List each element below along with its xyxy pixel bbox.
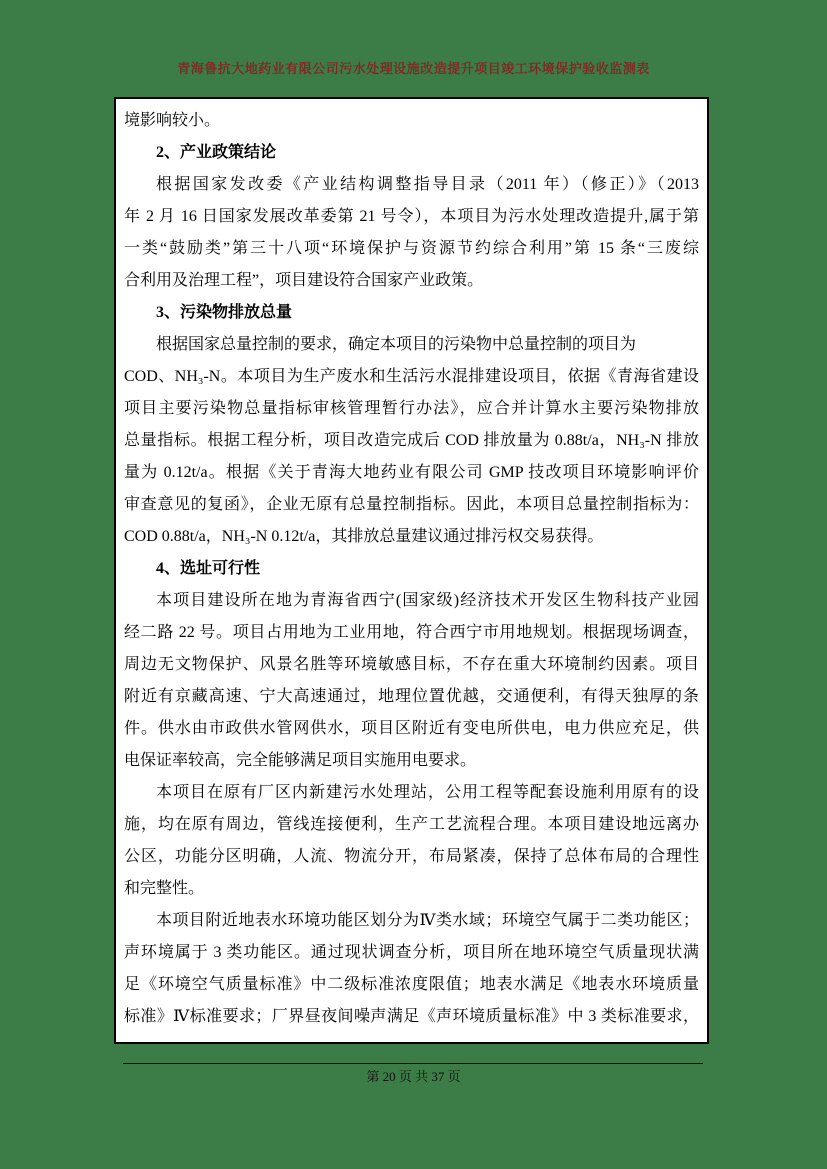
text-line: 电保证率较高，完全能够满足项目实施用电要求。 [124,752,477,769]
text-line: 本项目在原有厂区内新建污水处理站，公用工程等配套设施利用原有的设 [156,784,699,801]
content-box [114,97,709,1044]
section-heading: 4、选址可行性 [156,560,261,577]
text-line: 一类“鼓励类”第三十八项“环境保护与资源节约综合利用”第 15 条“三废综 [124,240,699,257]
text-line: 附近有京藏高速、宁大高速通过，地理位置优越，交通便利，有得天独厚的条 [124,688,699,705]
text-line: 声环境属于 3 类功能区。通过现状调查分析，项目所在地环境空气质量现状满 [124,944,699,961]
document-title: 青海鲁抗大地药业有限公司污水处理设施改造提升项目竣工环境保护验收监测表 [177,61,650,76]
text-line: 经二路 22 号。项目占用地为工业用地，符合西宁市用地规划。根据现场调查， [124,624,699,641]
text-line: 施，均在原有周边，管线连接便利，生产工艺流程合理。本项目建设地远离办 [124,816,699,833]
section-heading: 3、污染物排放总量 [156,304,293,321]
text-line: 公区，功能分区明确，人流、物流分开，布局紧凑，保持了总体布局的合理性 [124,848,699,865]
text-line: 本项目建设所在地为青海省西宁(国家级)经济技术开发区生物科技产业园 [156,592,699,609]
text-line: 量为 0.12t/a。根据《关于青海大地药业有限公司 GMP 技改项目环境影响评价 [124,464,699,481]
page-footer: 第 20 页 共 37 页 [366,1069,461,1084]
text-line: 审查意见的复函》，企业无原有总量控制指标。因此，本项目总量控制指标为： [124,496,699,513]
text-line: 根据国家总量控制的要求，确定本项目的污染物中总量控制的项目为 [156,336,637,353]
text-line: 周边无文物保护、风景名胜等环境敏感目标，不存在重大环境制约因素。项目 [124,656,699,673]
text-line: 年 2 月 16 日国家发展改革委第 21 号令），本项目为污水处理改造提升,属于第 [124,208,699,225]
text-line: 根据国家发改委《产业结构调整指导目录（2011 年）（修正）》（2013 [156,176,699,193]
text-line: 标准》Ⅳ标准要求；厂界昼夜间噪声满足《声环境质量标准》中 3 类标准要求， [124,1008,699,1025]
section-heading: 2、产业政策结论 [156,144,277,161]
text-line: 件。供水由市政供水管网供水，项目区附近有变电所供电，电力供应充足，供 [124,720,699,737]
footer-divider [123,1063,703,1064]
text-line: 本项目附近地表水环境功能区划分为Ⅳ类水域；环境空气属于二类功能区； [156,912,699,929]
text-line: COD、NH₃-N。本项目为生产废水和生活污水混排建设项目，依据《青海省建设 [124,368,699,385]
text-line: 合利用及治理工程”，项目建设符合国家产业政策。 [124,272,484,289]
text-line: 总量指标。根据工程分析，项目改造完成后 COD 排放量为 0.88t/a，NH₃-N 排放 [124,432,699,449]
text-line: 境影响较小。 [124,112,221,129]
text-line: COD 0.88t/a，NH₃-N 0.12t/a，其排放总量建议通过排污权交易获得。 [124,528,604,545]
text-line: 和完整性。 [124,880,205,897]
text-line: 足《环境空气质量标准》中二级标准浓度限值；地表水满足《地表水环境质量 [124,976,699,993]
text-line: 项目主要污染物总量指标审核管理暂行办法》，应合并计算水主要污染物排放 [124,400,699,417]
